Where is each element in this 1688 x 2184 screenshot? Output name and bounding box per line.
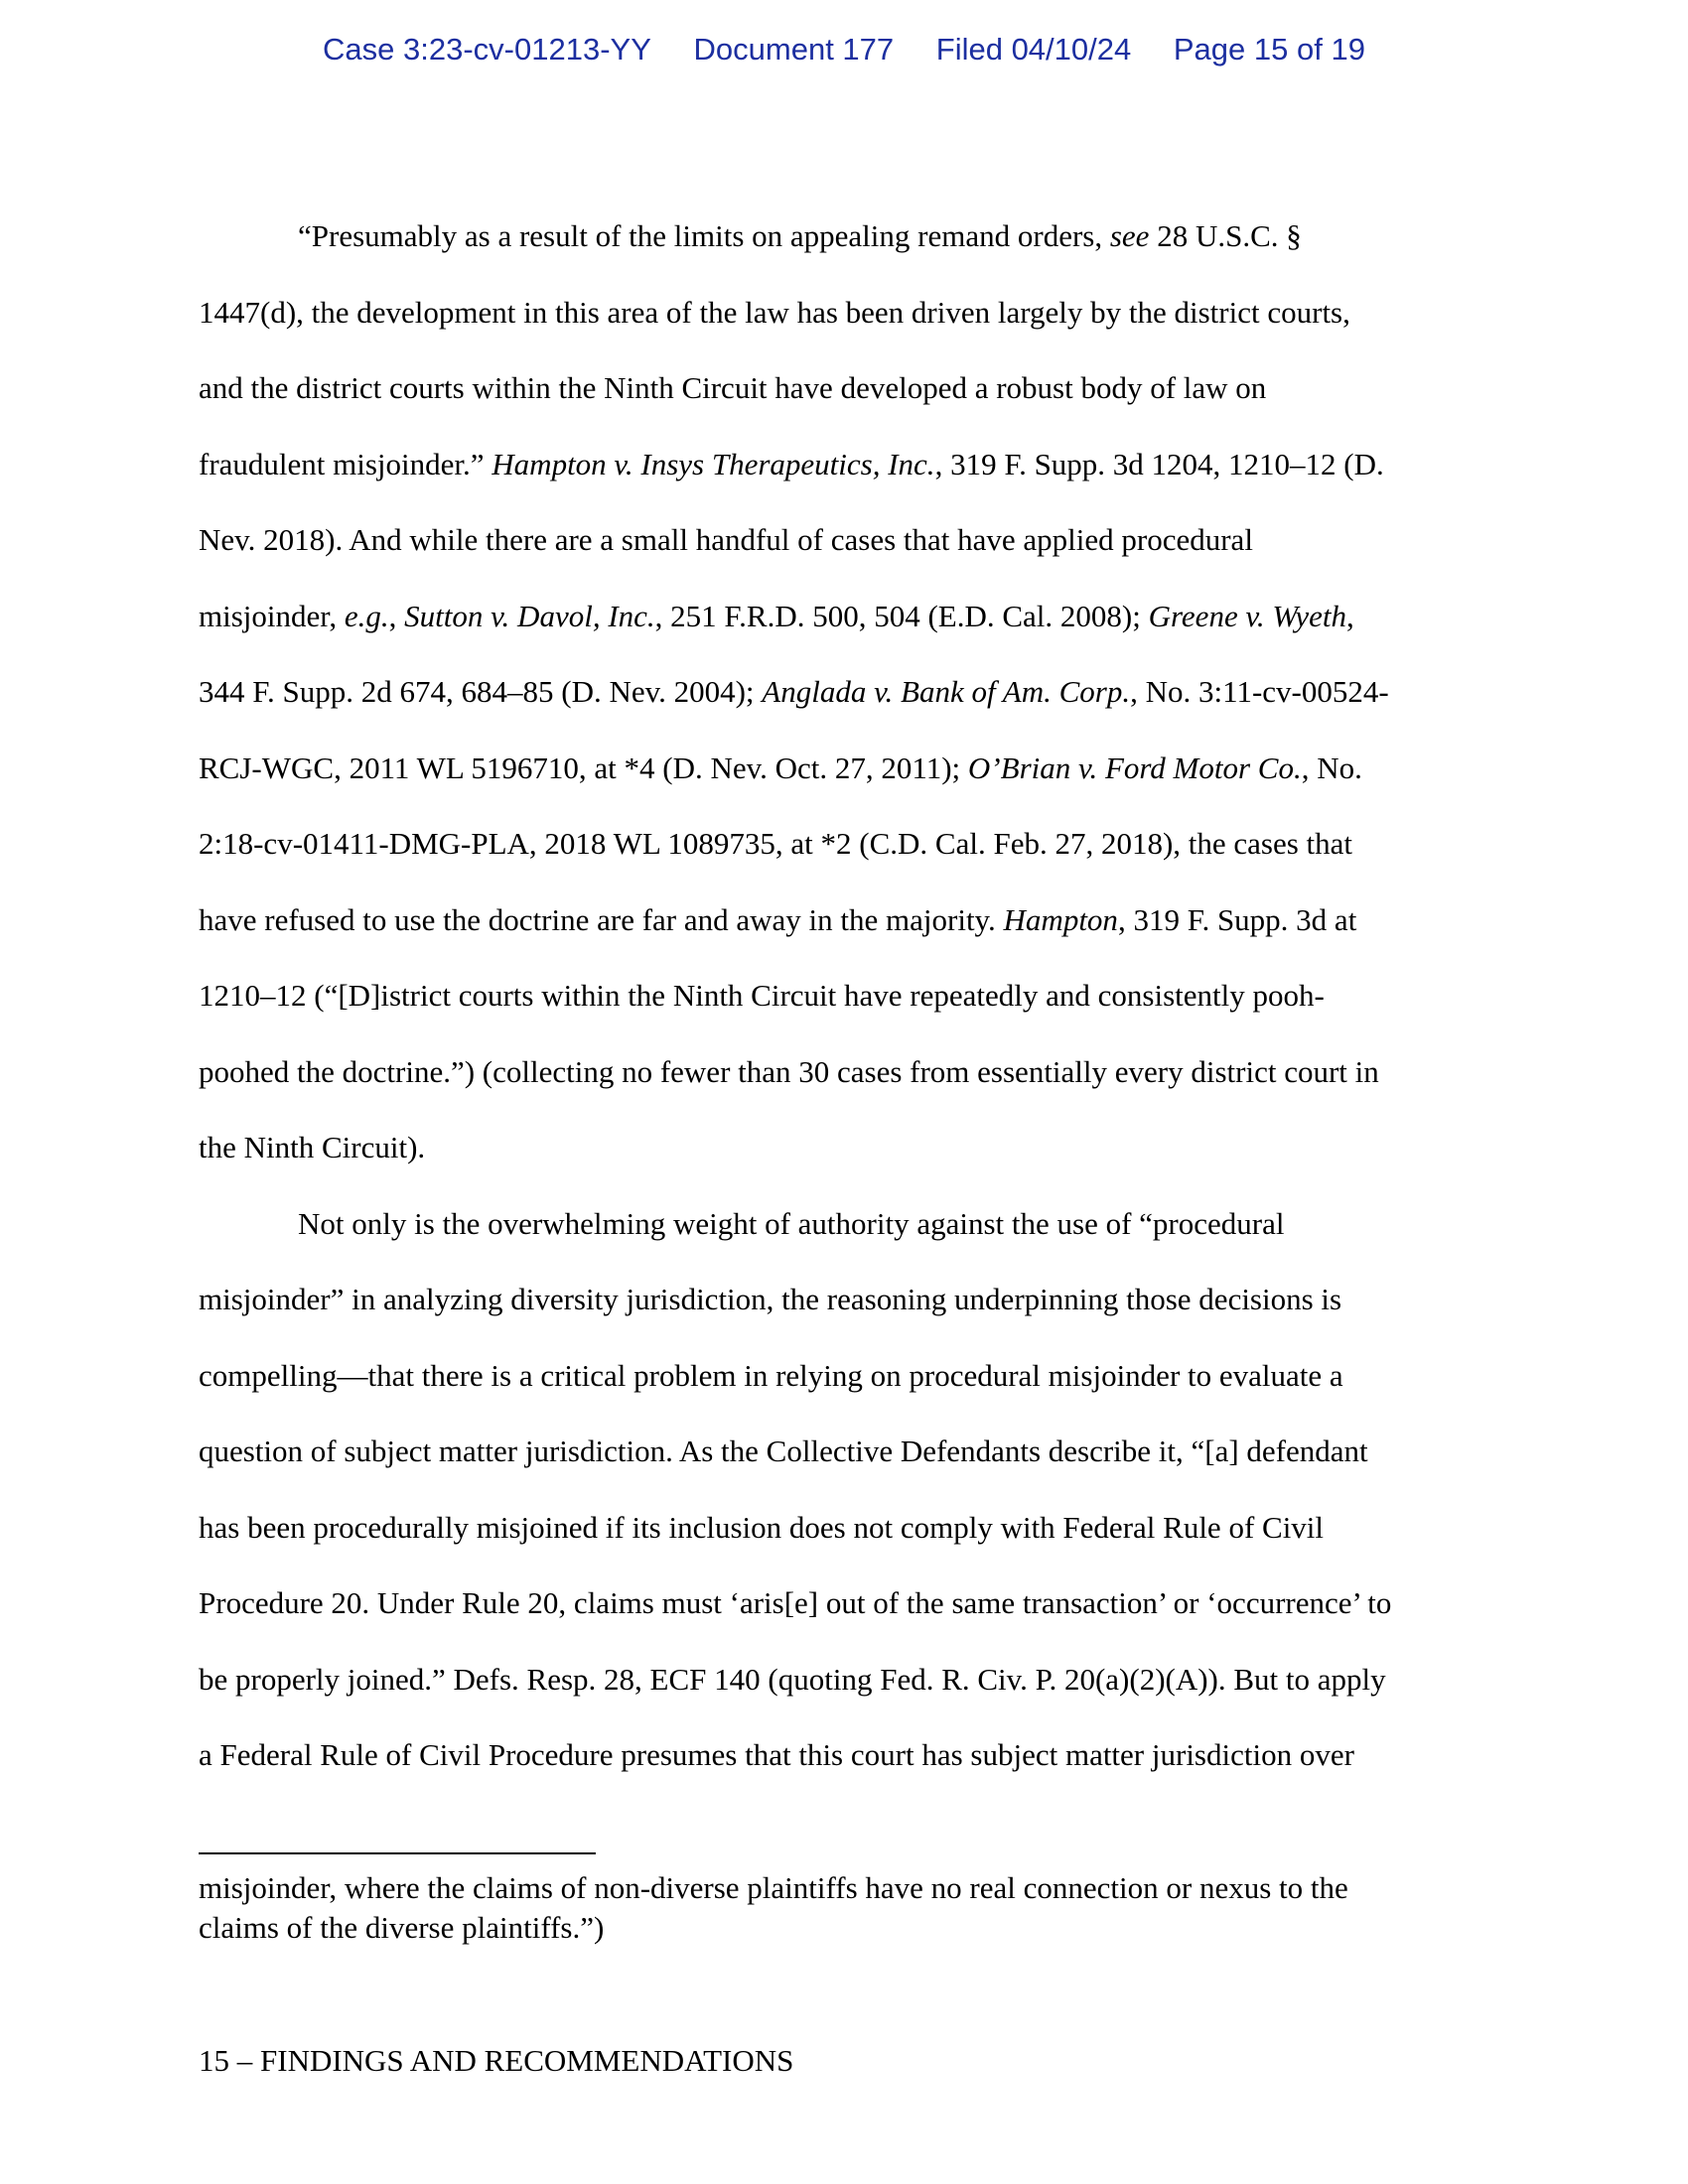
text-run: Nev. 2018). And while there are a small handful of cases that have applied procedural: [199, 522, 1253, 557]
text-run: “Presumably as a result of the limits on appealing remand orders,: [298, 218, 1110, 253]
text-run: 1210–12 (“[D]istrict courts within the Ninth Circuit have repeatedly and consistently pooh-: [199, 978, 1325, 1013]
body-line: [199, 1490, 1489, 1567]
text-run: , 319 F. Supp. 3d at: [1117, 901, 1357, 937]
citation-italic: Hampton: [1003, 901, 1118, 937]
body-line: [199, 958, 1489, 1034]
text-run: , 319 F. Supp. 3d 1204, 1210–12 (D.: [934, 446, 1384, 481]
page-number: Page 15 of 19: [1173, 32, 1365, 67]
text-run: misjoinder” in analyzing diversity jurisdiction, the reasoning underpinning those decisions is: [199, 1282, 1342, 1316]
body-line: [199, 579, 1489, 655]
text-run: Procedure 20. Under Rule 20, claims must ‘aris[e] out of the same transaction’ or ‘occurrence’ to: [199, 1585, 1392, 1620]
text-run: the Ninth Circuit).: [199, 1130, 426, 1164]
text-run: , No.: [1301, 750, 1362, 785]
body-line: [199, 350, 1489, 427]
text-run: has been procedurally misjoined if its inclusion does not comply with Federal Rule of Civil: [199, 1509, 1325, 1545]
body-line: [199, 1034, 1489, 1111]
text-run: a Federal Rule of Civil Procedure presumes that this court has subject matter jurisdiction over: [199, 1737, 1354, 1772]
text-run: RCJ-WGC, 2011 WL 5196710, at *4 (D. Nev. Oct. 27, 2011);: [199, 750, 968, 785]
body-line: [199, 427, 1489, 503]
text-run: 1447(d), the development in this area of the law has been driven largely by the district courts,: [199, 294, 1350, 330]
text-run: 28 U.S.C. §: [1149, 218, 1302, 253]
text-run: and the district courts within the Ninth Circuit have developed a robust body of law on: [199, 370, 1267, 405]
text-run: compelling—that there is a critical problem in relying on procedural misjoinder to evaluate a: [199, 1357, 1343, 1393]
text-run: be properly joined.” Defs. Resp. 28, ECF 140 (quoting Fed. R. Civ. P. 20(a)(2)(A)). But to apply: [199, 1661, 1386, 1697]
body-line: [199, 275, 1489, 351]
body-line: [199, 502, 1489, 579]
text-run: 344 F. Supp. 2d 674, 684–85 (D. Nev. 2004);: [199, 674, 763, 709]
text-run: ,: [1346, 598, 1354, 633]
text-run: 2:18-cv-01411-DMG-PLA, 2018 WL 1089735, at *2 (C.D. Cal. Feb. 27, 2018), the cases that: [199, 826, 1353, 861]
body-line: [199, 1338, 1489, 1415]
citation-italic: see: [1109, 218, 1150, 253]
case-number: Case 3:23-cv-01213-YY: [323, 32, 651, 67]
text-run: Not only is the overwhelming weight of authority against the use of “procedural: [298, 1205, 1285, 1241]
text-run: poohed the doctrine.”) (collecting no fewer than 30 cases from essentially every district court in: [199, 1053, 1379, 1089]
case-header: [0, 32, 1688, 68]
body-line: [199, 806, 1489, 883]
body-line: [199, 1414, 1489, 1490]
text-run: misjoinder,: [199, 598, 345, 633]
body-line: [199, 1717, 1489, 1794]
body-line: [199, 654, 1489, 731]
text-run: fraudulent misjoinder.”: [199, 446, 492, 481]
text-run: , 251 F.R.D. 500, 504 (E.D. Cal. 2008);: [654, 598, 1149, 633]
citation-italic: Sutton v. Davol, Inc.: [404, 598, 655, 633]
text-run: , No. 3:11-cv-00524-: [1130, 674, 1389, 709]
body-line: [199, 199, 1489, 275]
body-text: [199, 199, 1489, 1794]
citation-italic: e.g.: [344, 598, 389, 633]
document-number: Document 177: [693, 32, 895, 67]
text-run: ,: [388, 598, 405, 633]
body-line: [199, 883, 1489, 959]
footnote-divider: [199, 1852, 596, 1854]
footnote-line: misjoinder, where the claims of non-diverse plaintiffs have no real connection or nexus to the: [199, 1870, 1348, 1905]
citation-italic: Anglada v. Bank of Am. Corp.: [762, 674, 1131, 709]
body-line: [199, 1186, 1489, 1263]
body-line: [199, 1262, 1489, 1338]
body-line: [199, 1566, 1489, 1642]
text-run: have refused to use the doctrine are far and away in the majority.: [199, 901, 1004, 937]
citation-italic: O’Brian v. Ford Motor Co.: [967, 750, 1302, 785]
body-line: [199, 1642, 1489, 1718]
footnote-line: claims of the diverse plaintiffs.”): [199, 1910, 605, 1945]
body-line: [199, 1110, 1489, 1186]
page-footer: 15 – FINDINGS AND RECOMMENDATIONS: [199, 2043, 794, 2078]
filed-date: Filed 04/10/24: [935, 32, 1132, 67]
footnote: [199, 1868, 1489, 1948]
body-line: [199, 731, 1489, 807]
citation-italic: Greene v. Wyeth: [1148, 598, 1347, 633]
citation-italic: Hampton v. Insys Therapeutics, Inc.: [492, 446, 935, 481]
text-run: question of subject matter jurisdiction. As the Collective Defendants describe it, “[a] defendant: [199, 1433, 1368, 1468]
